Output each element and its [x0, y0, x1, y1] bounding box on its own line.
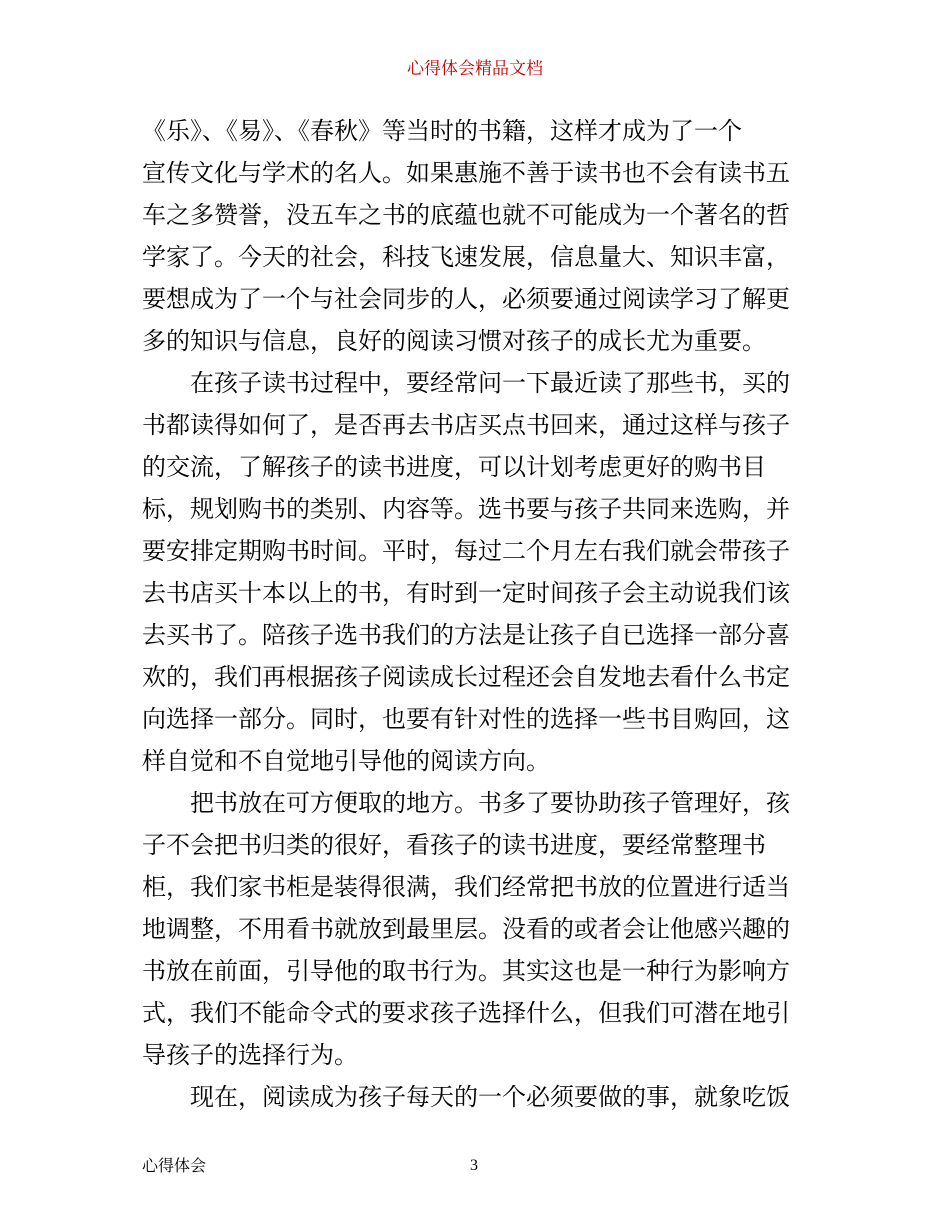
paragraph-first-line: 把书放在可方便取的地方。书多了要协助孩子管理好，孩	[190, 789, 790, 817]
page-footer	[142, 1156, 812, 1176]
text-line: 子不会把书归类的很好，看孩子的读书进度，要经常整理书	[142, 831, 766, 859]
text-line: 学家了。今天的社会，科技飞速发展，信息量大、知识丰富，	[142, 243, 790, 271]
text-line: 车之多赞誉，没五车之书的底蕴也就不可能成为一个著名的哲	[142, 201, 790, 229]
text-line: 要安排定期购书时间。平时，每过二个月左右我们就会带孩子	[142, 537, 790, 565]
paragraph-first-line: 现在，阅读成为孩子每天的一个必须要做的事，就象吃饭	[190, 1083, 790, 1111]
text-line: 《乐》、《易》、《春秋》等当时的书籍，这样才成为了一个	[142, 117, 742, 145]
document-body	[142, 110, 812, 1118]
page-number: 3	[470, 1157, 478, 1174]
page-header: 心得体会精品文档	[407, 59, 543, 79]
text-line: 导孩子的选择行为。	[142, 1041, 358, 1069]
text-line: 标，规划购书的类别、内容等。选书要与孩子共同来选购，并	[142, 495, 790, 523]
text-line: 多的知识与信息，良好的阅读习惯对孩子的成长尤为重要。	[142, 327, 766, 355]
text-line: 欢的，我们再根据孩子阅读成长过程还会自发地去看什么书定	[142, 663, 790, 691]
text-line: 地调整，不用看书就放到最里层。没看的或者会让他感兴趣的	[142, 915, 790, 943]
text-line: 宣传文化与学术的名人。如果惠施不善于读书也不会有读书五	[142, 159, 790, 187]
text-line: 去书店买十本以上的书，有时到一定时间孩子会主动说我们该	[142, 579, 790, 607]
text-line: 的交流，了解孩子的读书进度，可以计划考虑更好的购书目	[142, 453, 766, 481]
text-line: 向选择一部分。同时，也要有针对性的选择一些书目购回，这	[142, 705, 790, 733]
text-line: 柜，我们家书柜是装得很满，我们经常把书放的位置进行适当	[142, 873, 790, 901]
text-line: 式，我们不能命令式的要求孩子选择什么，但我们可潜在地引	[142, 999, 790, 1027]
text-line: 样自觉和不自觉地引导他的阅读方向。	[142, 747, 550, 775]
text-line: 要想成为了一个与社会同步的人，必须要通过阅读学习了解更	[142, 285, 790, 313]
footer-label: 心得体会	[142, 1156, 207, 1175]
text-line: 书放在前面，引导他的取书行为。其实这也是一种行为影响方	[142, 957, 790, 985]
text-line: 去买书了。陪孩子选书我们的方法是让孩子自已选择一部分喜	[142, 621, 790, 649]
text-line: 书都读得如何了，是否再去书店买点书回来，通过这样与孩子	[142, 411, 790, 439]
paragraph-first-line: 在孩子读书过程中，要经常问一下最近读了那些书，买的	[190, 369, 790, 397]
